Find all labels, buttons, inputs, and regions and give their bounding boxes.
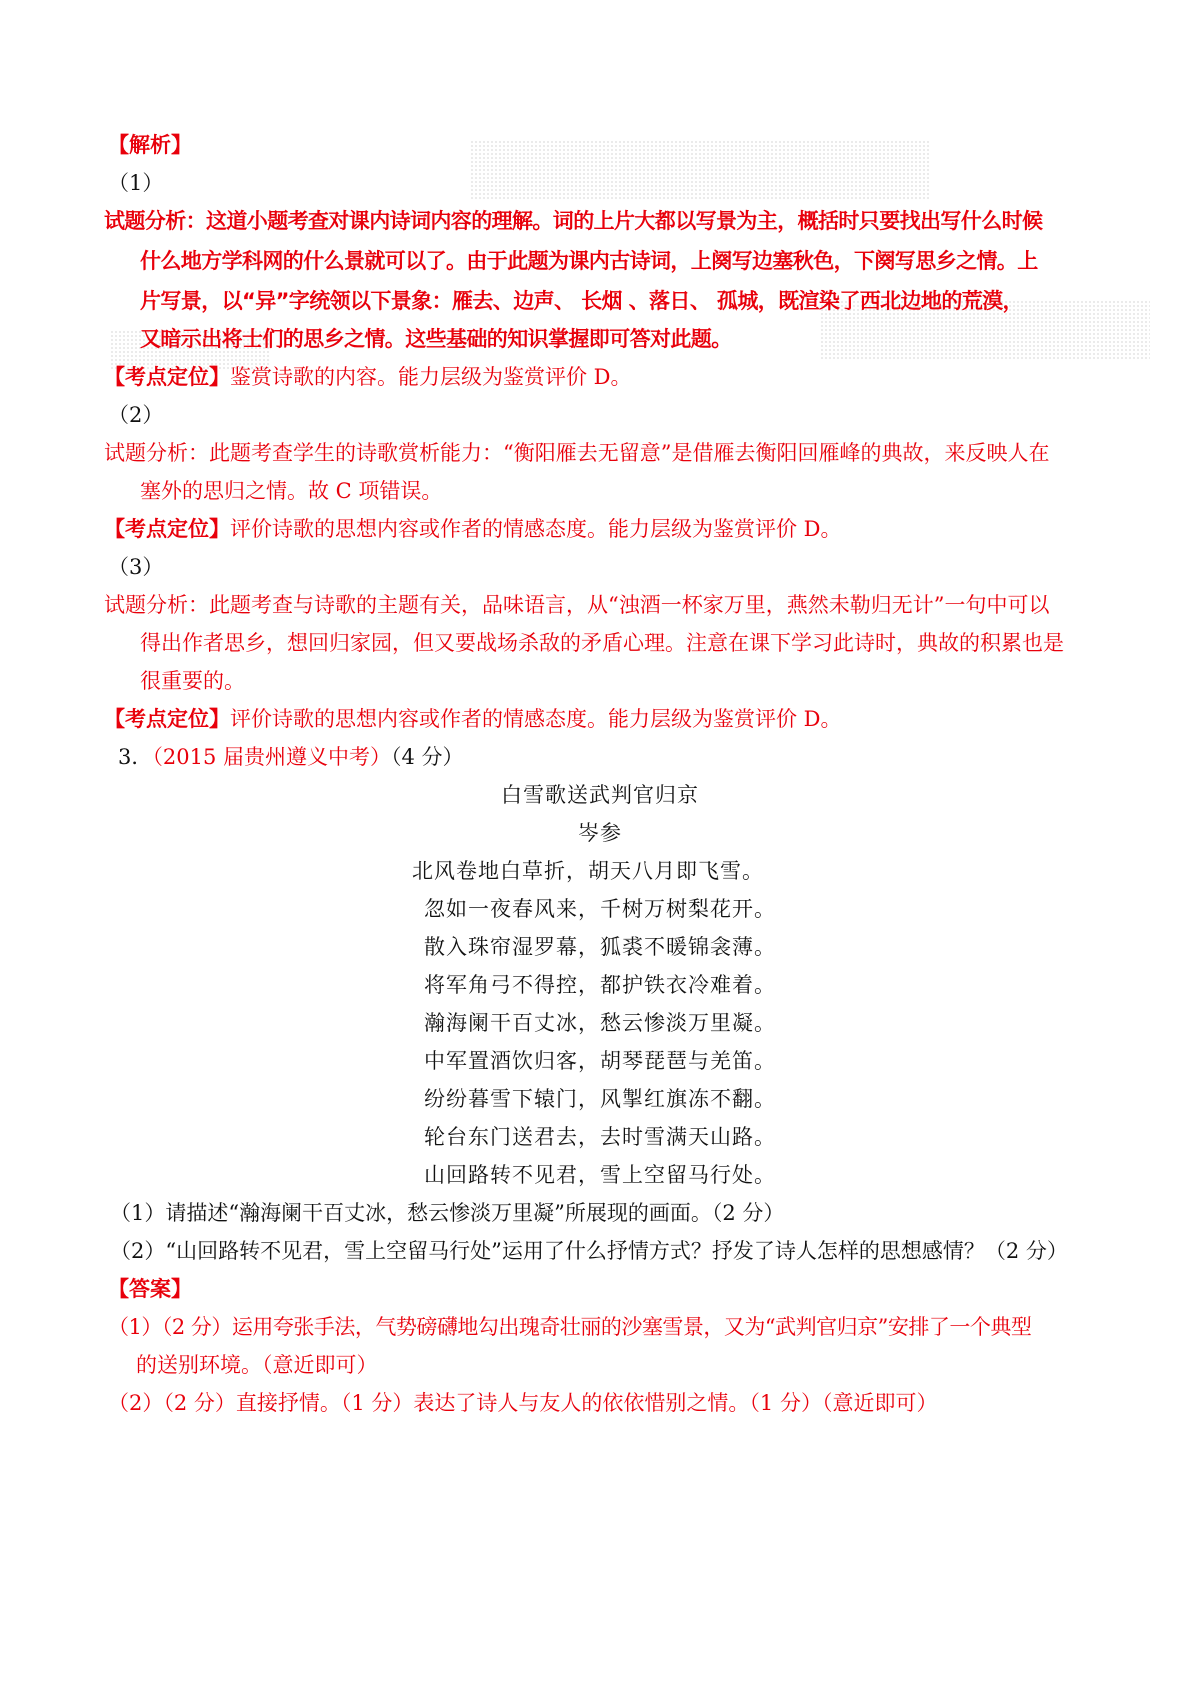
q1-analysis-line-2: 什么地方学科网的什么景就可以了。由于此题为课内古诗词，上阕写边塞秋色，下阕写思乡之情。上 — [140, 249, 1038, 273]
q3-kaodian-text: 评价诗歌的思想内容或作者的情感态度。能力层级为鉴赏评价 D。 — [230, 707, 842, 731]
q2-kaodian-text: 评价诗歌的思想内容或作者的情感态度。能力层级为鉴赏评价 D。 — [230, 517, 842, 541]
q2-kaodian-label: 【考点定位】 — [104, 516, 230, 541]
poem-line-5: 瀚海阑干百丈冰，愁云惨淡万里凝。 — [424, 1011, 776, 1035]
section-heading-analysis: 【解析】 — [108, 132, 192, 157]
q3-analysis-line-1 — [104, 590, 1049, 620]
q1-number: （1） — [108, 171, 164, 195]
poem-line-8: 轮台东门送君去，去时雪满天山路。 — [424, 1125, 776, 1149]
q2-analysis-line-2: 塞外的思归之情。故 C 项错误。 — [140, 479, 443, 503]
q2-analysis-text-1: ：此题考查学生的诗歌赏析能力：“衡阳雁去无留意”是借雁去衡阳回雁峰的典故，来反映人在 — [188, 441, 1050, 465]
poem-title: 白雪歌送武判官归京 — [501, 783, 699, 807]
poem-line-1: 北风卷地白草折，胡天八月即飞雪。 — [412, 859, 764, 883]
q1-kaodian — [104, 362, 632, 392]
question-1: （1）请描述“瀚海阑干百丈冰，愁云惨淡万里凝”所展现的画面。（2 分） — [110, 1201, 785, 1225]
q2-number: （2） — [108, 403, 164, 427]
q1-analysis-line-3: 片写景，以“异”字统领以下景象：雁去、边声、 长烟 、落日、 孤城，既渲染了西北边地的荒漠， — [140, 289, 1023, 313]
answer-1-line-1: （1）（2 分）运用夸张手法，气势磅礴地勾出瑰奇壮丽的沙塞雪景，又为“武判官归京”安排了一个典型 — [108, 1315, 1032, 1339]
q1-kaodian-text: 鉴赏诗歌的内容。能力层级为鉴赏评价 D。 — [230, 365, 632, 389]
item3-number: 3． — [118, 745, 153, 769]
poem-line-9: 山回路转不见君，雪上空留马行处。 — [424, 1163, 776, 1187]
q2-analysis-line-1 — [104, 438, 1049, 468]
question-2: （2）“山回路转不见君，雪上空留马行处”运用了什么抒情方式？抒发了诗人怎样的思想感情？（2 分） — [110, 1239, 1068, 1263]
q2-analysis-label: 试题分析 — [104, 441, 188, 465]
poem-line-2: 忽如一夜春风来，千树万树梨花开。 — [424, 897, 776, 921]
q3-analysis-line-3: 很重要的。 — [140, 669, 245, 693]
q3-analysis-line-2: 得出作者思乡，想回归家园，但又要战场杀敌的矛盾心理。注意在课下学习此诗时，典故的积累也是 — [140, 631, 1064, 655]
section-heading-answer: 【答案】 — [108, 1276, 192, 1301]
poem-line-4: 将军角弓不得控，都护铁衣冷难着。 — [424, 973, 776, 997]
item3-score: （4 分） — [391, 745, 464, 769]
item3-header — [118, 742, 464, 772]
poem-line-3: 散入珠帘湿罗幕，狐裘不暖锦衾薄。 — [424, 935, 776, 959]
q3-kaodian-label: 【考点定位】 — [104, 706, 230, 731]
item3-source: （2015 届贵州遵义中考） — [152, 745, 391, 769]
scan-noise-top — [470, 140, 930, 200]
poem-line-7: 纷纷暮雪下辕门，风掣红旗冻不翻。 — [424, 1087, 776, 1111]
poem-author: 岑参 — [578, 821, 622, 845]
q3-number: （3） — [108, 555, 164, 579]
q2-kaodian — [104, 514, 842, 544]
q1-analysis-line-1: 试题分析：这道小题考查对课内诗词内容的理解。词的上片大都以写景为主，概括时只要找出写什么时候 — [104, 209, 1043, 233]
poem-line-6: 中军置酒饮归客，胡琴琵琶与羌笛。 — [424, 1049, 776, 1073]
answer-2: （2）（2 分）直接抒情。（1 分）表达了诗人与友人的依依惜别之情。（1 分）（意近即可） — [108, 1391, 938, 1415]
q1-kaodian-label: 【考点定位】 — [104, 364, 230, 389]
q3-kaodian — [104, 704, 842, 734]
q3-analysis-text-1: 此题考查与诗歌的主题有关，品味语言，从“浊酒一杯家万里，燕然未勒归无计”一句中可以 — [209, 593, 1050, 617]
q3-analysis-label: 试题分析： — [104, 593, 209, 617]
q1-analysis-line-4: 又暗示出将士们的思乡之情。这些基础的知识掌握即可答对此题。 — [140, 327, 732, 351]
answer-1-line-2: 的送别环境。（意近即可） — [136, 1353, 378, 1377]
